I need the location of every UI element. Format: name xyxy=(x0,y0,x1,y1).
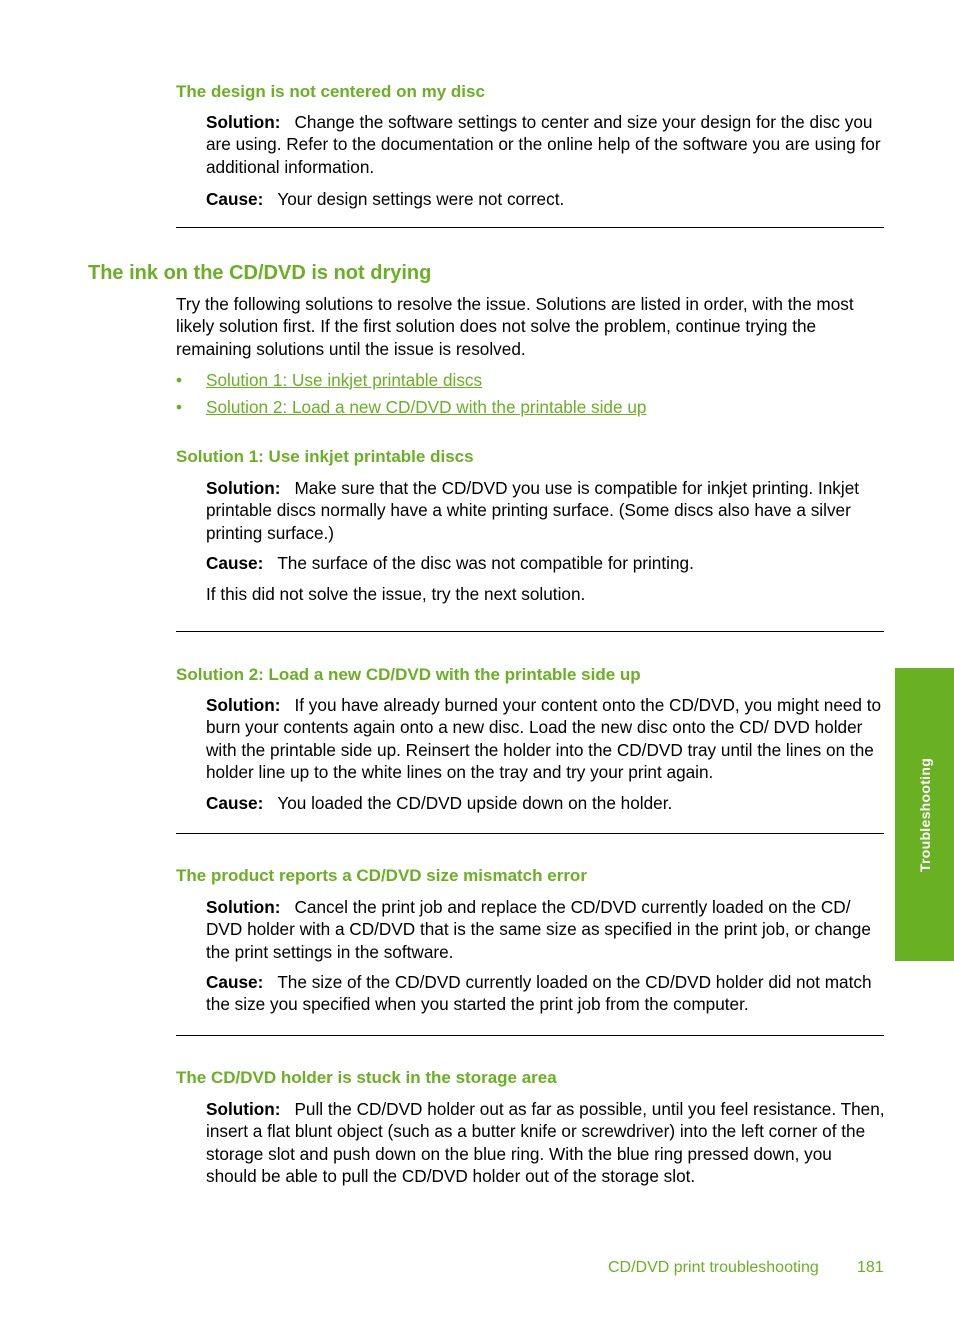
solution-text: Make sure that the CD/DVD you use is compatible for inkjet printing. Inkjet printable discs normally have a white printing surface. (Some discs also have a silver printing surface.) xyxy=(206,478,860,543)
section-divider xyxy=(176,1035,884,1036)
cause-paragraph xyxy=(206,552,886,574)
solution-paragraph xyxy=(206,1098,886,1188)
troubleshooting-side-tab xyxy=(895,668,954,961)
heading-solution-2: Solution 2: Load a new CD/DVD with the printable side up xyxy=(176,665,641,684)
solution-text: If you have already burned your content onto the CD/DVD, you might need to burn your contents again onto a new disc. Load the new disc onto the CD/ DVD holder with the printable side up. Reinsert the holder into the CD/DVD tray until the lines on the holder line up to the white lines on the tray and try your print again. xyxy=(206,695,882,783)
next-solution-note: If this did not solve the issue, try the next solution. xyxy=(206,584,586,604)
solution-label: Solution: xyxy=(206,112,281,132)
bullet-glyph: • xyxy=(176,370,183,390)
cause-paragraph xyxy=(206,971,886,1016)
solution-paragraph xyxy=(206,896,886,963)
solution-label: Solution: xyxy=(206,478,281,498)
solution-label: Solution: xyxy=(206,1099,281,1119)
solution-paragraph xyxy=(206,477,886,544)
cause-paragraph xyxy=(206,792,886,814)
solution-1-link[interactable]: Solution 1: Use inkjet printable discs xyxy=(206,370,483,390)
cause-text: The surface of the disc was not compatible for printing. xyxy=(277,553,694,573)
solution-text: Change the software settings to center and size your design for the disc you are using. Refer to the documentation or the online help of the software you are using for additional information. xyxy=(206,112,881,177)
list-item xyxy=(176,369,876,391)
solution-paragraph xyxy=(206,111,886,178)
intro-paragraph: Try the following solutions to resolve the issue. Solutions are listed in order, with the most likely solution first. If the first solution does not solve the problem, continue trying the remaining solutions until the issue is resolved. xyxy=(176,294,854,359)
section-divider xyxy=(176,833,884,834)
cause-paragraph xyxy=(206,188,886,210)
cause-label: Cause: xyxy=(206,189,264,209)
solution-2-link[interactable]: Solution 2: Load a new CD/DVD with the printable side up xyxy=(206,397,647,417)
solution-text: Pull the CD/DVD holder out as far as possible, until you feel resistance. Then, insert a flat blunt object (such as a butter knife or screwdriver) into the left corner of the storage slot and push down on the blue ring. With the blue ring pressed down, you should be able to pull the CD/DVD holder out of the storage slot. xyxy=(206,1099,885,1187)
page-number: 181 xyxy=(857,1259,884,1276)
heading-design-not-centered: The design is not centered on my disc xyxy=(176,82,485,101)
heading-ink-not-drying: The ink on the CD/DVD is not drying xyxy=(88,262,432,284)
cause-text: Your design settings were not correct. xyxy=(277,189,565,209)
heading-holder-stuck: The CD/DVD holder is stuck in the storage area xyxy=(176,1068,557,1087)
cause-label: Cause: xyxy=(206,793,264,813)
solution-label: Solution: xyxy=(206,695,281,715)
cause-text: You loaded the CD/DVD upside down on the holder. xyxy=(277,793,673,813)
heading-size-mismatch: The product reports a CD/DVD size mismatch error xyxy=(176,866,587,885)
list-item xyxy=(176,396,876,418)
cause-label: Cause: xyxy=(206,553,264,573)
side-tab-label: Troubleshooting xyxy=(916,757,933,872)
cause-text: The size of the CD/DVD currently loaded on the CD/DVD holder did not match the size you specified when you started the print job from the computer. xyxy=(206,972,872,1015)
solution-text: Cancel the print job and replace the CD/DVD currently loaded on the CD/ DVD holder with a CD/DVD that is the same size as specified in the print job, or change the print settings in the software. xyxy=(206,897,871,962)
solution-paragraph xyxy=(206,694,886,784)
solution-label: Solution: xyxy=(206,897,281,917)
cause-label: Cause: xyxy=(206,972,264,992)
heading-solution-1: Solution 1: Use inkjet printable discs xyxy=(176,447,474,466)
bullet-glyph: • xyxy=(176,397,183,417)
footer-section-title: CD/DVD print troubleshooting xyxy=(608,1259,819,1276)
section-divider xyxy=(176,631,884,632)
section-divider xyxy=(176,227,884,228)
